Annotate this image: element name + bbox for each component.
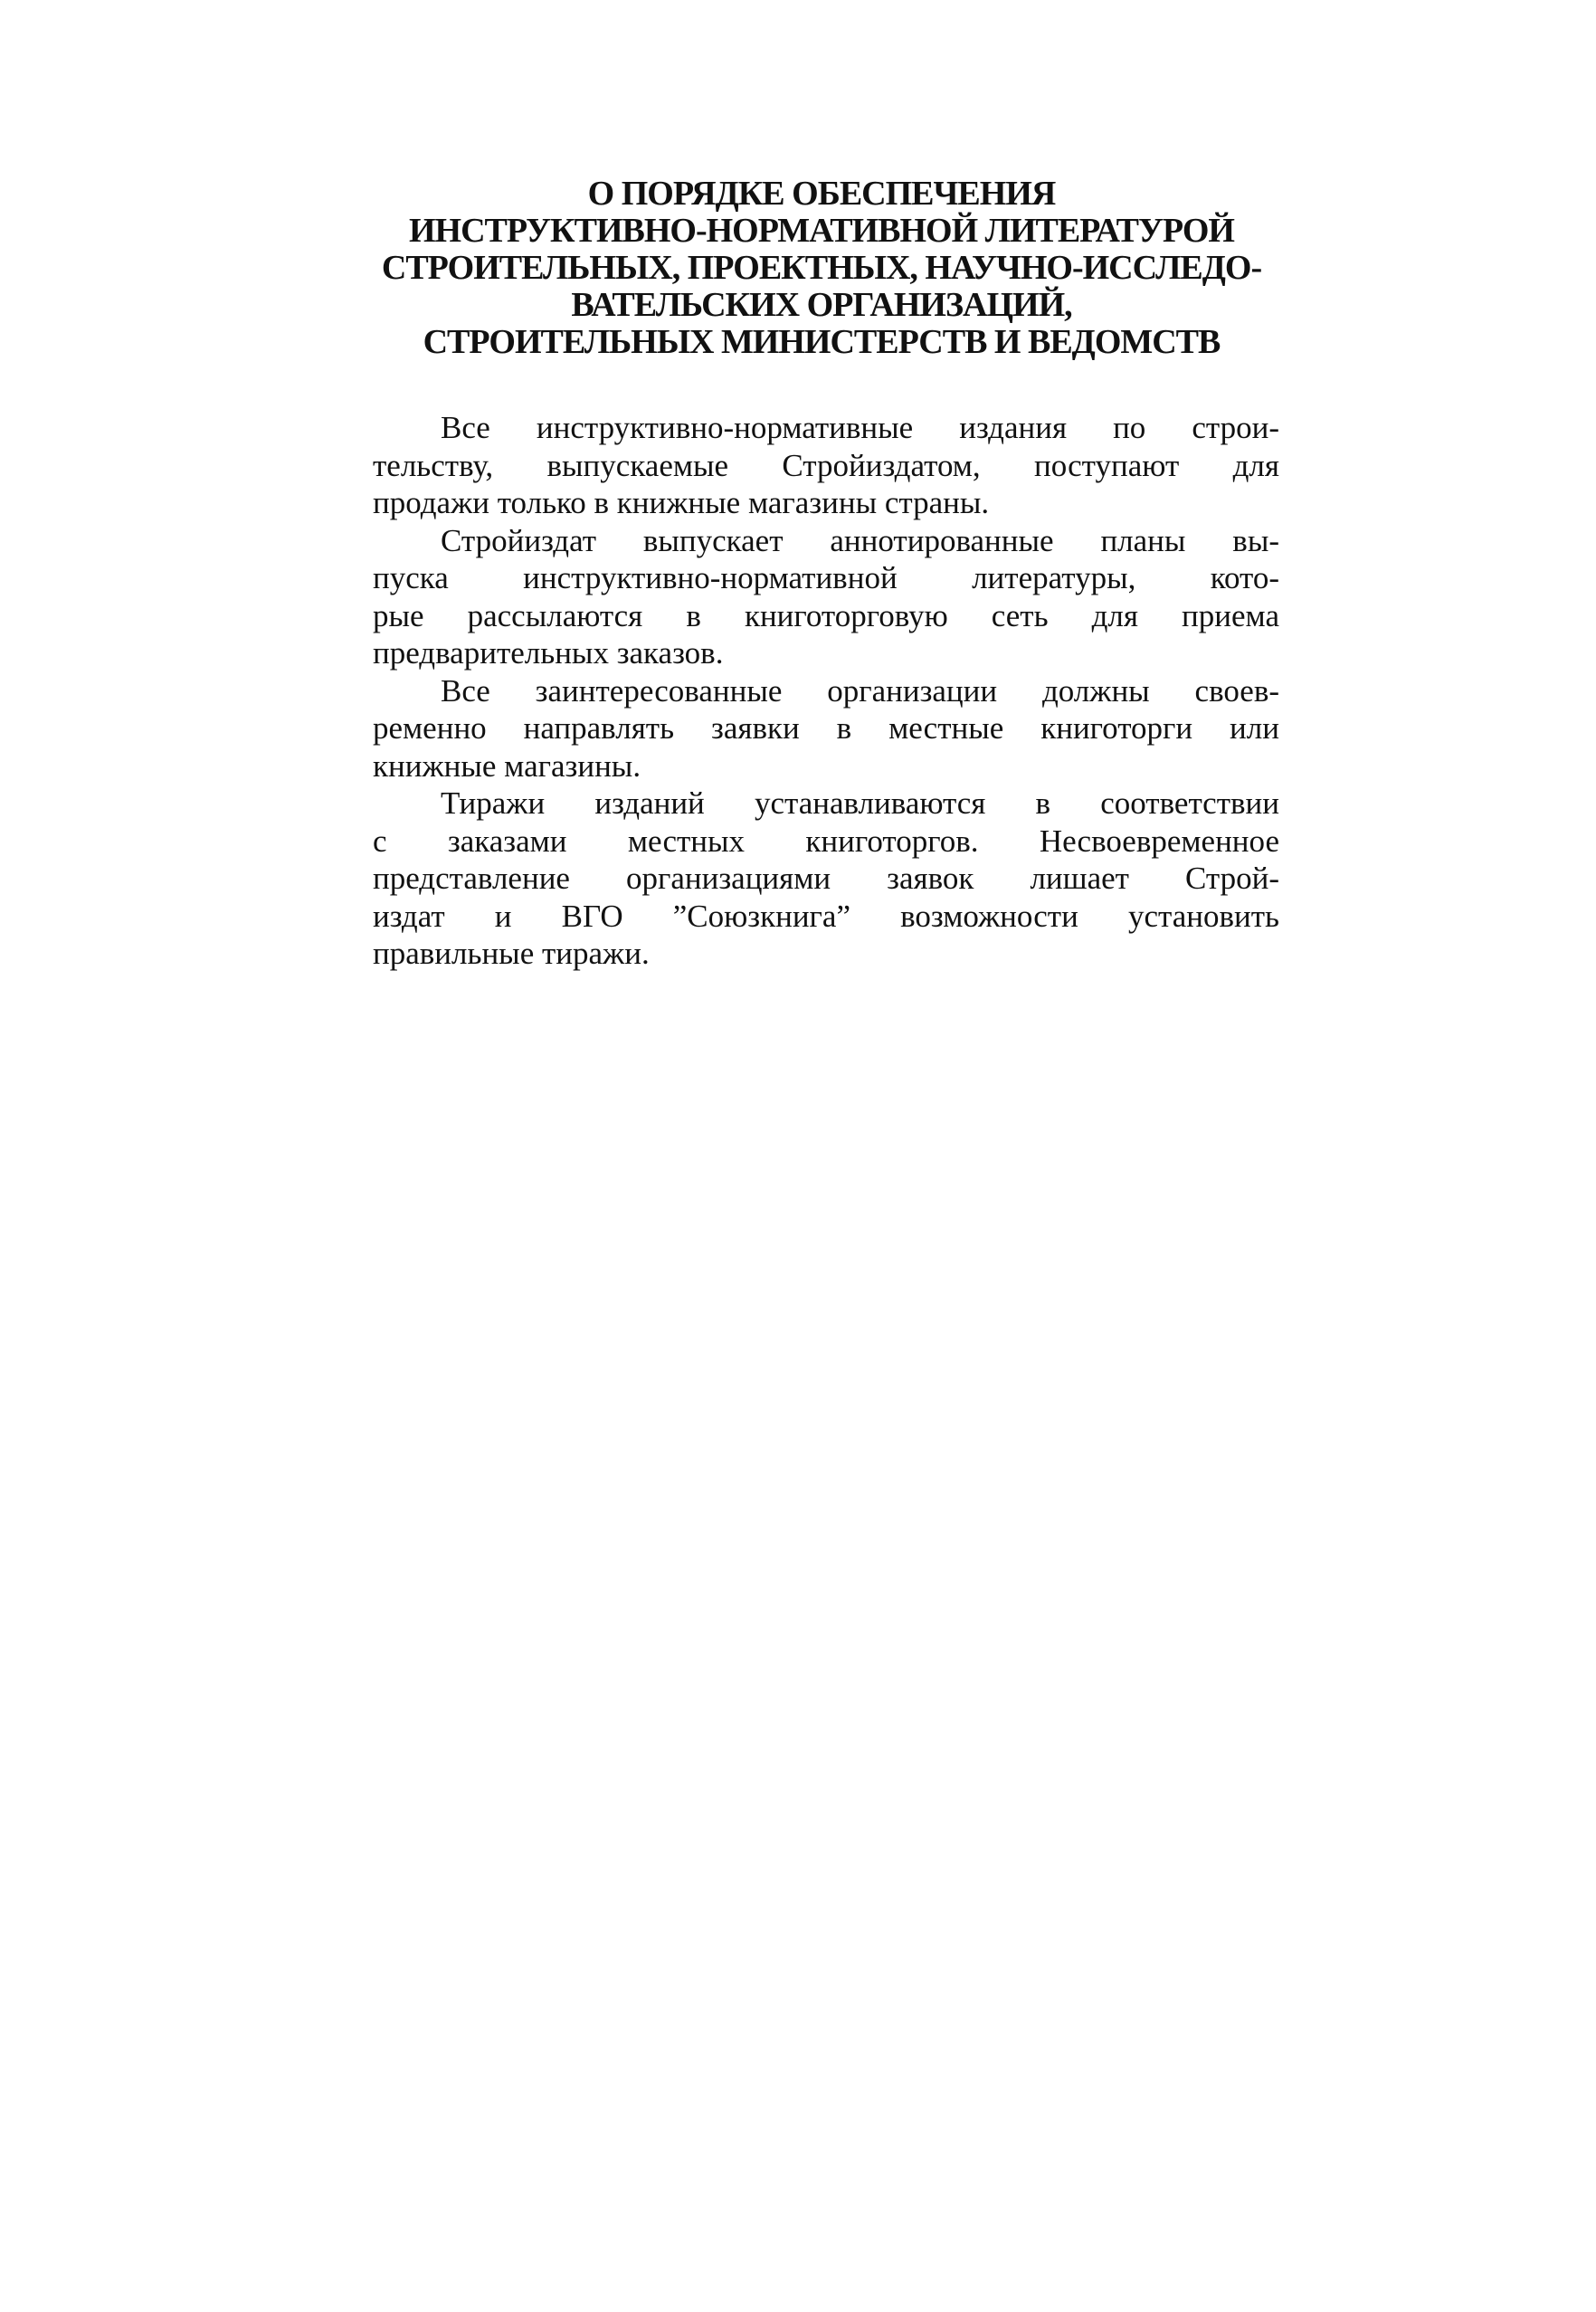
paragraph <box>373 522 1279 672</box>
text-line: Тиражи изданий устанавливаются в соответствии <box>441 785 1279 821</box>
text-line: правильные тиражи. <box>373 936 650 971</box>
text-line: предварительных заказов. <box>373 635 724 671</box>
paragraph <box>373 785 1279 973</box>
text-line: Стройиздат выпускает аннотированные планы вы- <box>441 522 1279 558</box>
text-line: продажи только в книжные магазины страны. <box>373 485 990 520</box>
document-title <box>362 176 1281 361</box>
title-line: ВАТЕЛЬСКИХ ОРГАНИЗАЦИЙ, <box>571 286 1072 324</box>
text-line: книжные магазины. <box>373 747 641 784</box>
paragraph <box>373 672 1279 785</box>
title-line: СТРОИТЕЛЬНЫХ МИНИСТЕРСТВ И ВЕДОМСТВ <box>423 323 1221 361</box>
text-line: рые рассылаются в книготорговую сеть для приема <box>373 597 1279 633</box>
text-line: пуска инструктивно-нормативной литературы, кото- <box>373 560 1279 595</box>
title-line: О ПОРЯДКЕ ОБЕСПЕЧЕНИЯ <box>587 175 1056 213</box>
text-line: ременно направлять заявки в местные книготорги или <box>373 710 1279 746</box>
text-line: Все инструктивно-нормативные издания по строи- <box>441 410 1279 445</box>
text-line: издат и ВГО ”Союзкнига” возможности установить <box>373 898 1279 934</box>
text-line: тельству, выпускаемые Стройиздатом, поступают для <box>373 447 1279 483</box>
document-body <box>373 409 1279 973</box>
title-line: ИНСТРУКТИВНО-НОРМАТИВНОЙ ЛИТЕРАТУРОЙ <box>409 212 1234 250</box>
text-line: представление организациями заявок лишает Строй- <box>373 861 1279 896</box>
text-line: с заказами местных книготоргов. Несвоевременное <box>373 823 1279 859</box>
paragraph <box>373 409 1279 522</box>
text-line: Все заинтересованные организации должны своев- <box>441 672 1279 709</box>
title-line: СТРОИТЕЛЬНЫХ, ПРОЕКТНЫХ, НАУЧНО-ИССЛЕДО- <box>381 249 1262 287</box>
